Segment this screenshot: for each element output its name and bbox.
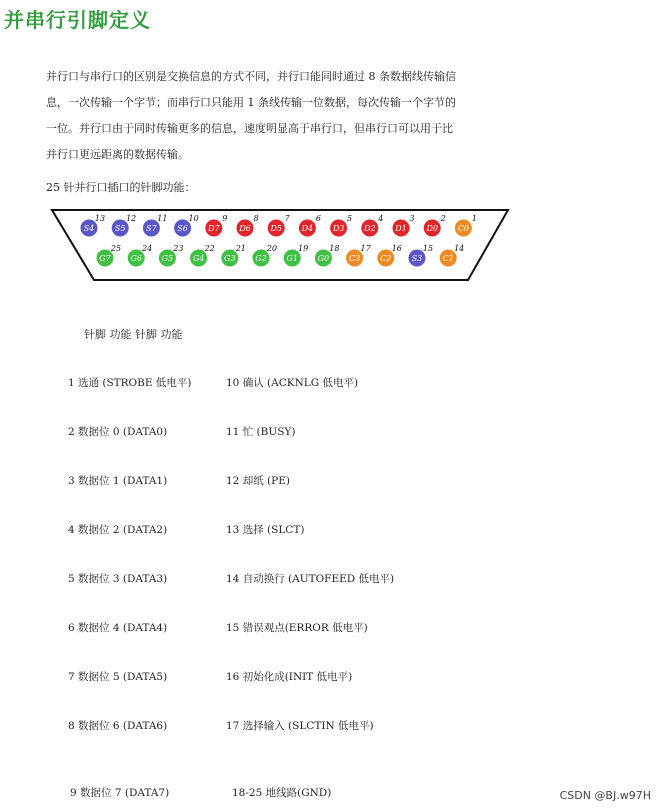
page-title: 并串行引脚定义 [4,8,151,32]
pin-label: D3 [332,224,345,233]
pin-table-header: 针脚 功能 针脚 功能 [84,328,183,341]
pin-label: C1 [442,254,454,263]
row-right-cell: 16 初始化成(INIT 低电平) [226,671,353,683]
row-right-cell: 10 确认 (ACKNLG 低电平) [226,377,359,389]
table-row [68,620,368,635]
pin-label: D0 [426,224,438,233]
row-left-cell: 4 数据位 2 (DATA2) [68,524,168,536]
pin-label: D2 [364,224,376,233]
pin-label: D1 [395,224,407,233]
pin-number: 6 [315,214,321,223]
pin-label: D4 [301,224,314,233]
pin-label: S6 [177,224,188,233]
intro-paragraph [46,64,486,168]
paragraph-line: 并行口与串行口的区别是交换信息的方式不同，并行口能同时通过 8 条数据线传输信 [46,70,456,83]
connector-caption: 25 针并行口插口的针脚功能： [46,181,196,194]
pin-label: D7 [208,224,220,233]
pin-number: 8 [253,214,259,223]
table-row [70,785,332,800]
pin-number: 18 [329,244,340,253]
paragraph-line: 并行口更远距离的数据传输。 [46,148,189,161]
row-left-cell: 9 数据位 7 (DATA7) [70,787,170,799]
pin-number: 24 [142,244,153,253]
pin-number: 23 [173,244,184,253]
paragraph-line: 一位。并行口由于同时传输更多的信息，速度明显高于串行口，但串行口可以用于比 [46,122,453,135]
row-left-cell: 7 数据位 5 (DATA5) [68,671,168,683]
table-row [68,669,353,684]
row-left-cell: 5 数据位 3 (DATA3) [68,573,168,585]
pin-label: C2 [380,254,392,263]
pin-number: 13 [94,214,106,223]
pin-number: 4 [378,214,384,223]
pin-label: G2 [255,254,267,263]
row-right-cell: 13 选择 (SLCT) [226,524,305,536]
table-row [68,424,296,439]
pin-label: D6 [239,224,251,233]
table-row [68,375,359,390]
pin-number: 7 [284,214,290,223]
row-left-cell: 1 选通 (STROBE 低电平) [68,377,192,389]
pin-label: S5 [114,224,126,233]
pin-label: G7 [99,254,111,263]
pin-label: G4 [192,254,205,263]
table-row [68,718,374,733]
paragraph-line: 息，一次传输一个字节；而串行口只能用 1 条线传输一位数据，每次传输一个字节的 [46,96,456,109]
pin-number: 16 [391,244,402,253]
pin-label: S7 [146,224,157,233]
row-right-cell: 14 自动换行 (AUTOFEED 低电平) [226,573,395,585]
pin-number: 5 [347,214,353,223]
pin-label: S4 [83,224,95,233]
pin-number: 22 [204,244,215,253]
row-right-cell: 18-25 地线路(GND) [232,787,332,799]
row-right-cell: 12 却纸 (PE) [226,475,290,487]
pin-label: C3 [348,254,361,263]
pin-number: 14 [454,244,465,253]
row-left-cell: 8 数据位 6 (DATA6) [68,720,168,732]
db25-connector-diagram [50,206,512,286]
row-right-cell: 15 错误观点(ERROR 低电平) [226,622,368,634]
pin-label: C0 [457,224,470,233]
row-left-cell: 2 数据位 0 (DATA0) [68,426,168,438]
pin-number: 3 [409,214,415,223]
pin-number: 25 [110,244,122,253]
pin-label: G0 [317,254,330,263]
row-left-cell: 3 数据位 1 (DATA1) [68,475,168,487]
table-row [68,473,290,488]
pin-number: 1 [471,214,477,223]
row-left-cell: 6 数据位 4 (DATA4) [68,622,168,634]
pin-number: 9 [222,214,228,223]
pin-number: 21 [235,244,246,253]
pin-label: D5 [270,224,282,233]
row-right-cell: 11 忙 (BUSY) [226,426,296,438]
watermark: CSDN @BJ.w97H [559,789,651,802]
pin-number: 17 [360,244,371,253]
pin-label: G5 [161,254,174,263]
table-row [68,571,395,586]
pin-label: G3 [224,254,236,263]
pin-label: G1 [286,254,298,263]
table-row [68,522,305,537]
pin-label: S3 [411,254,423,263]
pin-number: 10 [188,214,199,223]
pin-number: 12 [126,214,137,223]
pin-number: 11 [157,214,168,223]
pin-label: G6 [130,254,142,263]
pin-number: 19 [298,244,309,253]
row-right-cell: 17 选择输入 (SLCTIN 低电平) [226,720,374,732]
pin-number: 15 [422,244,434,253]
pin-number: 20 [266,244,278,253]
pin-number: 2 [440,214,446,223]
